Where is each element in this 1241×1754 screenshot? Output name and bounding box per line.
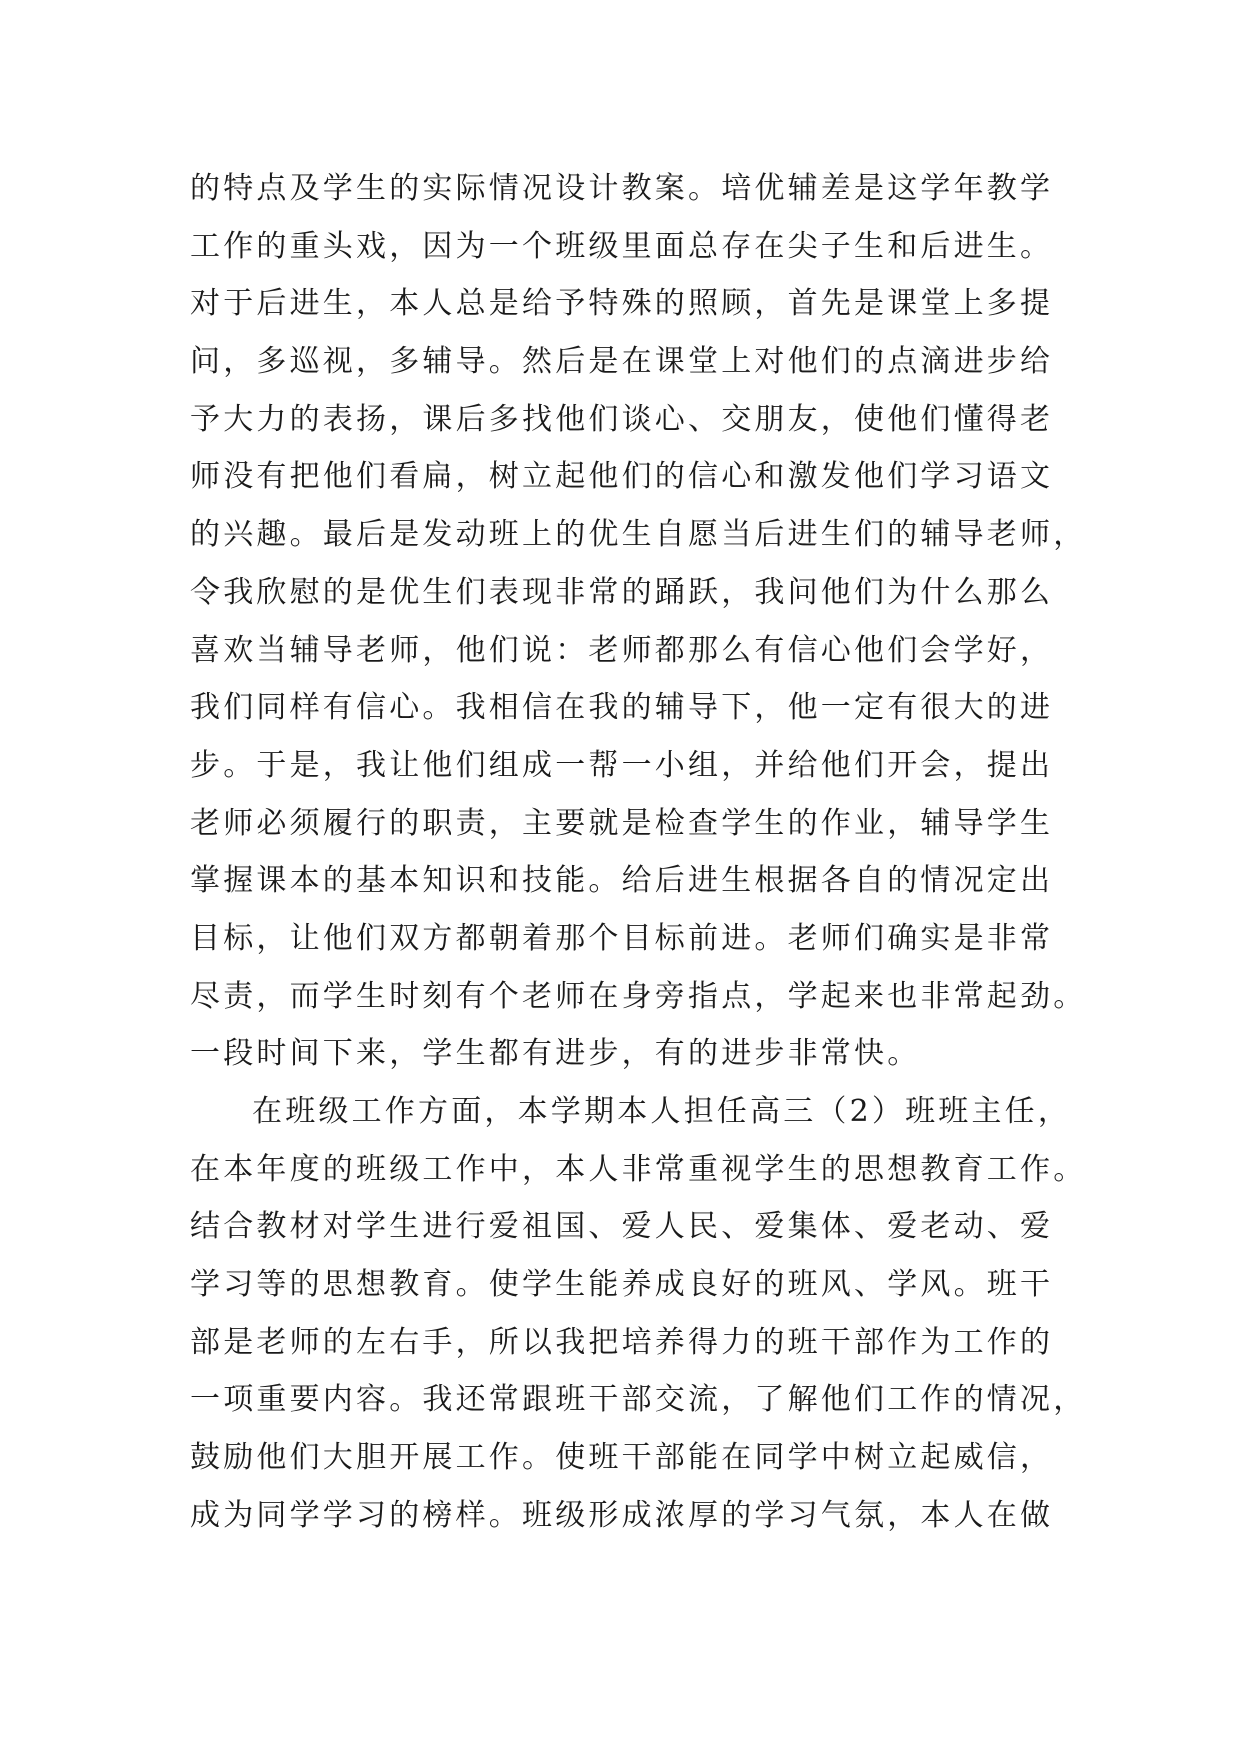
paragraph-1 (190, 160, 1087, 1083)
text-line: 部是老师的左右手，所以我把培养得力的班干部作为工作的 (190, 1324, 1054, 1360)
paragraph-2 (190, 1083, 1087, 1545)
text-line: 问，多巡视，多辅导。然后是在课堂上对他们的点滴进步给 (190, 344, 1054, 380)
text-line: 一段时间下来，学生都有进步，有的进步非常快。 (190, 1036, 921, 1072)
text-line: 成为同学学习的榜样。班级形成浓厚的学习气氛，本人在做 (190, 1497, 1054, 1533)
text-line: 我们同样有信心。我相信在我的辅导下，他一定有很大的进 (190, 690, 1054, 726)
text-line: 对于后进生，本人总是给予特殊的照顾，首先是课堂上多提 (190, 286, 1054, 322)
text-line: 老师必须履行的职责，主要就是检查学生的作业，辅导学生 (190, 805, 1054, 841)
text-line: 工作的重头戏，因为一个班级里面总存在尖子生和后进生。 (190, 228, 1054, 264)
text-line: 予大力的表扬，课后多找他们谈心、交朋友，使他们懂得老 (190, 401, 1054, 437)
text-line: 目标，让他们双方都朝着那个目标前进。老师们确实是非常 (190, 920, 1054, 956)
text-line: 学习等的思想教育。使学生能养成良好的班风、学风。班干 (190, 1267, 1054, 1303)
text-line: 一项重要内容。我还常跟班干部交流，了解他们工作的情况， (190, 1382, 1087, 1418)
text-line: 令我欣慰的是优生们表现非常的踊跃，我问他们为什么那么 (190, 574, 1054, 610)
text-line: 喜欢当辅导老师，他们说：老师都那么有信心他们会学好， (190, 632, 1054, 668)
text-line: 在班级工作方面，本学期本人担任高三（2）班班主任， (252, 1094, 1072, 1129)
text-line: 掌握课本的基本知识和技能。给后进生根据各自的情况定出 (190, 863, 1054, 899)
body-text (190, 160, 1087, 1545)
text-line: 尽责，而学生时刻有个老师在身旁指点，学起来也非常起劲。 (190, 978, 1087, 1014)
text-line: 师没有把他们看扁，树立起他们的信心和激发他们学习语文 (190, 459, 1054, 495)
text-line: 结合教材对学生进行爱祖国、爱人民、爱集体、爱老动、爱 (190, 1209, 1054, 1245)
text-line: 在本年度的班级工作中，本人非常重视学生的思想教育工作。 (190, 1151, 1087, 1187)
text-line: 步。于是，我让他们组成一帮一小组，并给他们开会，提出 (190, 747, 1054, 783)
text-line: 的特点及学生的实际情况设计教案。培优辅差是这学年教学 (190, 171, 1054, 206)
text-line: 的兴趣。最后是发动班上的优生自愿当后进生们的辅导老师， (190, 517, 1087, 553)
text-line: 鼓励他们大胆开展工作。使班干部能在同学中树立起威信， (190, 1440, 1054, 1476)
